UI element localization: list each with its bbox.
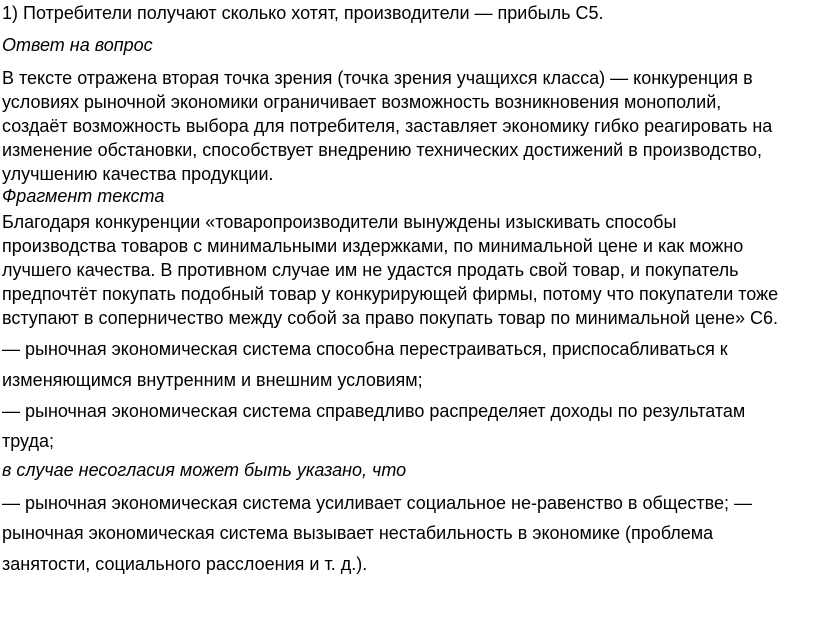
point-line: — рыночная экономическая система усиливает социальное не-равенство в обществе; — xyxy=(2,493,753,513)
fragment-line: предпочтёт покупать подобный товар у конкурирующей фирмы, потому что покупатели тоже xyxy=(2,284,779,304)
answer-line: условиях рыночной экономики ограничивает возможность возникновения монополий, xyxy=(2,92,722,112)
point-line: занятости, социального расслоения и т. д.). xyxy=(2,554,368,574)
fragment-line: производства товаров с минимальными издержками, по минимальной цене и как можно xyxy=(2,236,744,256)
point-line: — рыночная экономическая система способна перестраиваться, приспосабливаться к xyxy=(2,339,728,359)
point-line: изменяющимся внутренним и внешним условиям; xyxy=(2,370,423,390)
disagreement-heading: в случае несогласия может быть указано, что xyxy=(2,460,407,480)
intro-line: 1) Потребители получают сколько хотят, производители — прибыль С5. xyxy=(2,3,604,23)
answer-line: создаёт возможность выбора для потребителя, заставляет экономику гибко реагировать на xyxy=(2,116,773,136)
answer-line: улучшению качества продукции. xyxy=(2,164,274,184)
fragment-line: вступают в соперничество между собой за право покупать товар по минимальной цене» С6. xyxy=(2,308,778,328)
point-line: рыночная экономическая система вызывает нестабильность в экономике (проблема xyxy=(2,523,714,543)
fragment-heading: Фрагмент текста xyxy=(2,186,165,206)
answer-line: изменение обстановки, способствует внедрению технических достижений в производство, xyxy=(2,140,762,160)
answer-line: В тексте отражена вторая точка зрения (точка зрения учащихся класса) — конкуренция в xyxy=(2,68,753,88)
point-line: — рыночная экономическая система справедливо распределяет доходы по результатам xyxy=(2,401,746,421)
fragment-line: Благодаря конкуренции «товаропроизводители вынуждены изыскивать способы xyxy=(2,212,677,232)
fragment-line: лучшего качества. В противном случае им не удастся продать свой товар, и покупатель xyxy=(2,260,739,280)
point-line: труда; xyxy=(2,431,54,451)
answer-heading: Ответ на вопрос xyxy=(2,35,153,55)
